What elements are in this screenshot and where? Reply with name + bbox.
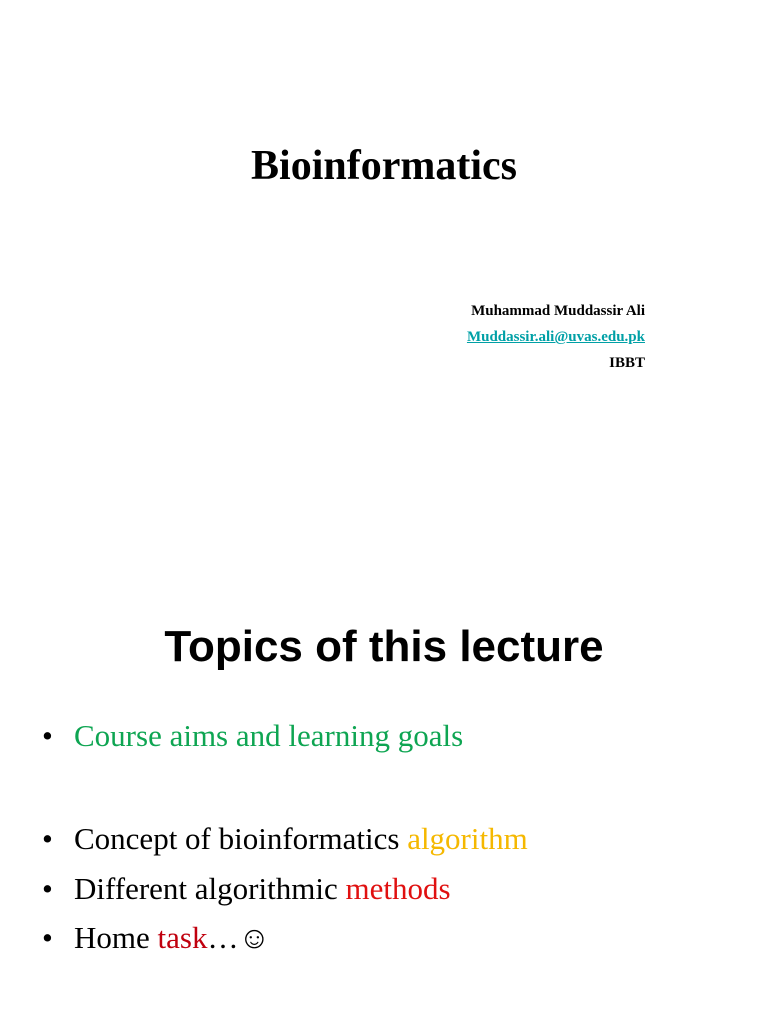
bullet-icon: • [42,870,53,906]
topic-highlight: algorithm [407,821,528,856]
topic-text: Different algorithmic [74,870,346,906]
topic-highlight: methods [345,870,451,906]
bullet-icon: • [42,920,53,955]
smiley-icon: …☺ [207,920,271,955]
topic-text: Course aims and learning goals [74,718,464,753]
topics-slide [0,512,768,1024]
topics-title: Topics of this lecture [164,622,604,671]
topic-text: Home [74,920,158,955]
list-item [42,716,463,756]
author-block [467,298,645,376]
topics-list-secondary [42,814,528,963]
bullet-icon: • [42,718,53,753]
institute-name: IBBT [609,355,645,371]
topic-text: Concept of bioinformatics [74,821,408,856]
author-name: Muhammad Muddassir Ali [471,303,645,319]
list-item [42,814,528,864]
list-item [42,913,528,963]
author-email-link[interactable]: Muddassir.ali@uvas.edu.pk [466,329,645,345]
bullet-icon: • [42,821,53,856]
list-item [42,864,528,914]
topic-highlight: task [157,920,208,955]
slide-title: Bioinformatics [251,143,517,189]
topics-list-primary [42,716,463,756]
